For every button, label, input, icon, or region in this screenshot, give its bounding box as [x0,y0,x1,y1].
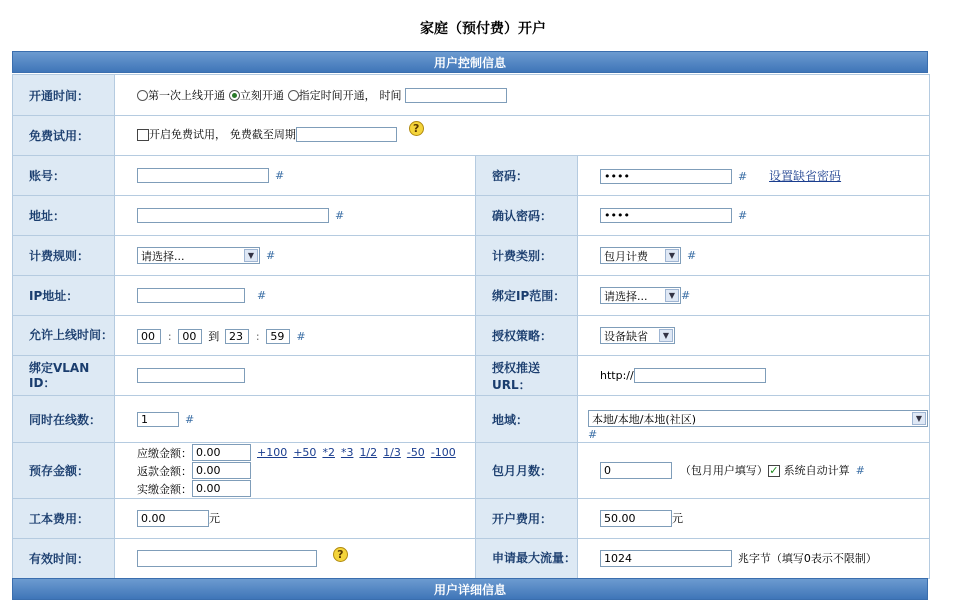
quick-minus-100[interactable]: -100 [430,446,456,459]
bind-ip-range-label: 绑定IP范围： [476,276,578,316]
material-fee-input[interactable] [137,510,209,527]
free-trial-checkbox[interactable] [137,129,149,141]
account-input[interactable] [137,168,269,183]
monthly-count-label: 包月月数： [476,443,578,499]
ip-address-label: IP地址： [13,276,115,316]
auth-policy-label: 授权策略： [476,316,578,356]
radio-first-online-label: 第一次上线开通 [148,89,225,102]
time-separator: : [167,329,172,343]
quick-times-3[interactable]: *3 [340,446,354,459]
online-time-label: 允许上线时间： [13,316,115,356]
account-field [115,156,476,196]
section-header-detail: 用户详细信息 [12,578,928,600]
required-mark: # [738,209,748,222]
quick-half[interactable]: 1/2 [359,446,378,459]
ip-address-input[interactable] [137,288,245,303]
chevron-down-icon: ▼ [912,412,926,425]
bind-ip-range-field [578,276,930,316]
address-label: 地址： [13,196,115,236]
required-mark: # [296,329,306,343]
address-input[interactable] [137,208,329,223]
required-mark: # [855,464,865,477]
auth-policy-select[interactable] [600,327,675,344]
valid-time-input[interactable] [137,550,317,567]
confirm-password-label: 确认密码： [476,196,578,236]
account-label: 账号： [13,156,115,196]
auth-policy-field [578,316,930,356]
due-row [137,444,475,462]
required-mark: # [275,169,285,182]
open-fee-label: 开户费用： [476,499,578,539]
max-traffic-label: 申请最大流量： [476,539,578,579]
region-select[interactable] [588,410,928,427]
required-mark: # [266,249,276,262]
auto-calc-label: 系统自动计算 [783,464,850,477]
open-fee-field [578,499,930,539]
radio-immediate[interactable] [229,90,240,101]
quick-minus-50[interactable]: -50 [406,446,425,459]
chevron-down-icon: ▼ [244,249,258,262]
radio-immediate-label: 立刻开通 [239,89,284,102]
monthly-count-hint: （包月用户填写） [679,464,768,477]
check-icon: ✓ [769,463,779,477]
material-fee-field [115,499,476,539]
monthly-count-field [578,443,930,499]
open-fee-unit: 元 [672,512,683,525]
required-mark: # [687,249,697,262]
required-mark: # [738,170,748,183]
billing-rule-field [115,236,476,276]
refund-row [137,462,475,480]
required-mark: # [335,209,345,222]
time-label: 时间 [379,89,402,102]
control-form [12,74,930,579]
chevron-down-icon: ▼ [665,289,679,302]
auth-policy-selected: 设备缺省 [604,329,648,343]
max-traffic-unit: 兆字节（填写0表示不限制） [737,552,877,565]
quick-links [257,446,462,459]
concurrent-input[interactable] [137,412,179,427]
billing-type-field [578,236,930,276]
section-header-control: 用户控制信息 [12,51,928,73]
from-minute-input[interactable] [178,329,202,344]
quick-add-100[interactable]: +100 [257,446,288,459]
billing-rule-label: 计费规则： [13,236,115,276]
password-field [578,156,930,196]
radio-scheduled-label: 指定时间开通， [298,89,376,102]
required-mark: # [257,289,267,302]
billing-rule-selected: 请选择... [141,249,185,263]
free-trial-period-input[interactable] [296,127,397,142]
question-bubble-icon[interactable]: ? [333,547,348,562]
free-trial-period-label: 免费截至周期 [229,128,296,141]
confirm-password-input[interactable] [600,208,732,223]
radio-first-online[interactable] [137,90,148,101]
required-mark: # [185,412,195,426]
open-time-label: 开通时间： [13,75,115,116]
monthly-count-input[interactable] [600,462,672,479]
bind-ip-range-select[interactable] [600,287,681,304]
prepay-label: 预存金额： [13,443,115,499]
open-fee-input[interactable] [600,510,672,527]
required-mark: # [681,289,691,302]
vlan-id-label: 绑定VLAN ID： [13,356,115,396]
billing-type-label: 计费类别： [476,236,578,276]
open-time-input[interactable] [405,88,507,103]
to-minute-input[interactable] [266,329,290,344]
auth-push-url-field [578,356,930,396]
chevron-down-icon: ▼ [659,329,673,342]
radio-scheduled[interactable] [288,90,299,101]
quick-times-2[interactable]: *2 [322,446,335,459]
due-label: 应缴金额： [137,446,192,460]
concurrent-label: 同时在线数： [13,396,115,443]
free-trial-label: 免费试用： [13,116,115,156]
chevron-down-icon: ▼ [665,249,679,262]
valid-time-label: 有效时间： [13,539,115,579]
address-field [115,196,476,236]
refund-input[interactable] [192,462,251,479]
page-title: 家庭（预付费）开户 [420,21,546,37]
to-label: 到 [208,329,220,343]
to-hour-input[interactable] [225,329,249,344]
vlan-id-field [115,356,476,396]
vlan-id-input[interactable] [137,368,245,383]
bind-ip-range-selected: 请选择... [604,289,648,303]
open-time-field [115,75,930,116]
required-mark: # [588,428,598,441]
online-time-field [115,316,476,356]
free-trial-field [115,116,930,156]
concurrent-field [115,396,476,443]
password-input[interactable] [600,169,732,184]
paid-label: 实缴金额： [137,482,192,496]
free-trial-checkbox-label: 开启免费试用， [149,128,226,141]
billing-type-select[interactable] [600,247,681,264]
from-hour-input[interactable] [137,329,161,344]
set-default-password-link[interactable]: 设置缺省密码 [769,169,842,183]
time-separator: : [255,329,260,343]
region-field [578,396,930,443]
region-label: 地域： [476,396,578,443]
material-fee-label: 工本费用： [13,499,115,539]
paid-input[interactable] [192,480,251,497]
material-fee-unit: 元 [209,512,220,525]
quick-add-50[interactable]: +50 [293,446,317,459]
auth-push-url-label: 授权推送URL： [476,356,578,396]
auth-push-url-input[interactable] [634,368,766,383]
url-prefix: http:// [600,369,634,382]
due-input[interactable] [192,444,251,461]
quick-third[interactable]: 1/3 [383,446,401,459]
confirm-password-field [578,196,930,236]
valid-time-field [115,539,476,579]
auto-calc-checkbox[interactable] [768,465,780,477]
max-traffic-input[interactable] [600,550,732,567]
question-bubble-icon[interactable]: ? [409,121,424,136]
max-traffic-field [578,539,930,579]
billing-type-selected: 包月计费 [604,249,648,263]
prepay-field [115,443,476,499]
password-label: 密码： [476,156,578,196]
ip-address-field [115,276,476,316]
paid-row [137,480,475,498]
region-selected: 本地/本地/本地(社区) [592,412,696,426]
billing-rule-select[interactable] [137,247,260,264]
refund-label: 返款金额： [137,464,192,478]
